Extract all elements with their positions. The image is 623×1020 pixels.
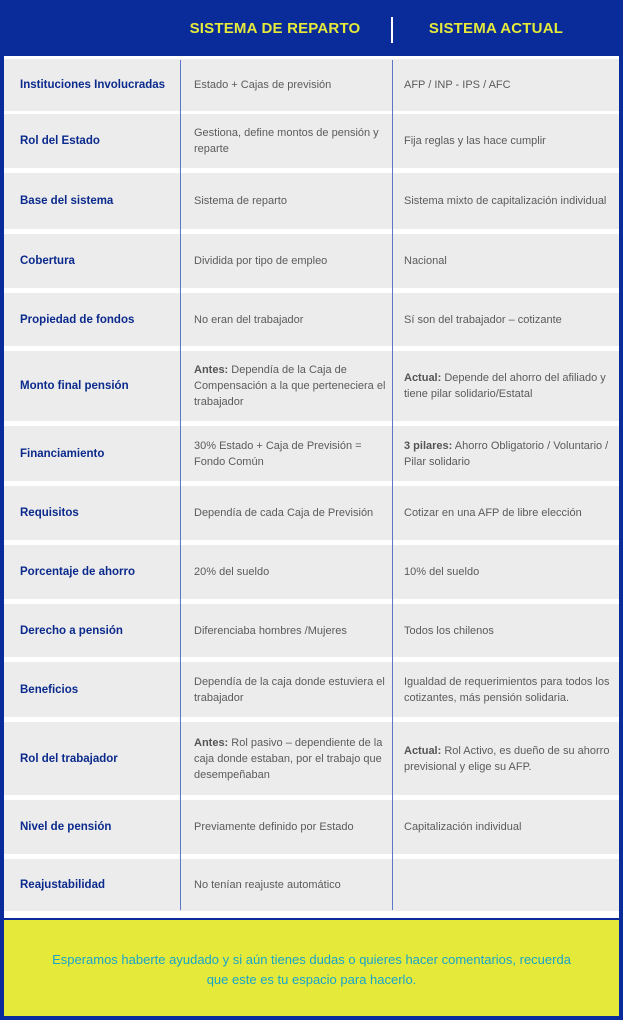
table-header [0, 0, 623, 60]
table-row [4, 234, 619, 288]
cell-reparto: Estado + Cajas de previsión [194, 79, 332, 91]
row-label: Requisitos [20, 507, 79, 519]
cell-actual: Actual: Depende del ahorro del afiliado y tiene pilar solidario/Estatal [404, 372, 606, 400]
cell-reparto: Antes: Dependía de la Caja de Compensación a la que perteneciera el trabajador [194, 364, 386, 408]
row-label: Base del sistema [20, 195, 114, 207]
table-row [4, 486, 619, 540]
comparison-table [4, 56, 619, 918]
table-row [4, 545, 619, 599]
cell-reparto: Sistema de reparto [194, 195, 287, 207]
cell-reparto: No tenían reajuste automático [194, 879, 341, 891]
table-row [4, 859, 619, 911]
cell-actual: AFP / INP - IPS / AFC [404, 79, 511, 91]
header-separator [391, 17, 393, 43]
row-label: Cobertura [20, 255, 75, 267]
row-label: Rol del trabajador [20, 752, 118, 765]
cell-actual: Todos los chilenos [404, 624, 494, 637]
header-reparto: SISTEMA DE REPARTO [189, 20, 361, 37]
cell-reparto: Gestiona, define montos de pensión y reparte [194, 127, 379, 155]
cell-actual: Sistema mixto de capitalización individual [404, 195, 607, 207]
row-label: Propiedad de fondos [20, 313, 135, 326]
cell-actual: Fija reglas y las hace cumplir [404, 135, 546, 147]
table-row [4, 722, 619, 795]
row-label: Monto final pensión [20, 380, 129, 392]
cell-actual: Actual: Rol Activo, es dueño de su ahorro previsional y elige su AFP. [404, 744, 610, 773]
footer-message: Esperamos haberte ayudado y si aún tienes dudas o quieres hacer comentarios, recuerda que este es tu espacio para hacerlo. [52, 952, 571, 987]
table-row [4, 293, 619, 346]
table-row [4, 173, 619, 229]
cell-reparto: 30% Estado + Caja de Previsión = Fondo Común [194, 439, 362, 468]
header-actual: SISTEMA ACTUAL [428, 20, 564, 37]
cell-reparto: Dividida por tipo de empleo [194, 255, 328, 267]
cell-actual: 3 pilares: Ahorro Obligatorio / Voluntario / Pilar solidario [404, 439, 609, 468]
row-label: Instituciones Involucradas [20, 79, 166, 91]
row-label: Derecho a pensión [20, 624, 123, 637]
cell-actual: Sí son del trabajador – cotizante [404, 313, 562, 326]
table-row [4, 426, 619, 481]
cell-reparto: Diferenciaba hombres /Mujeres [194, 624, 347, 637]
cell-actual: Cotizar en una AFP de libre elección [404, 507, 582, 519]
row-label: Beneficios [20, 683, 79, 696]
row-label: Nivel de pensión [20, 821, 112, 833]
cell-reparto: No eran del trabajador [194, 313, 304, 326]
table-row [4, 604, 619, 657]
table-row [4, 114, 619, 168]
row-label: Porcentaje de ahorro [20, 566, 136, 578]
cell-reparto: Antes: Rol pasivo – dependiente de la caja donde estaban, por el trabajo que desempeñaban [194, 736, 383, 781]
cell-reparto: Previamente definido por Estado [194, 821, 354, 833]
cell-actual: Igualdad de requerimientos para todos los cotizantes, más pensión solidaria. [404, 675, 610, 704]
column-divider-1 [180, 60, 181, 910]
cell-reparto: 20% del sueldo [194, 566, 270, 578]
row-label: Rol del Estado [20, 135, 100, 147]
cell-actual: Nacional [404, 255, 447, 267]
footer-banner [4, 920, 619, 1016]
cell-reparto: Dependía de cada Caja de Previsión [194, 507, 374, 519]
cell-actual: 10% del sueldo [404, 566, 480, 578]
cell-actual [404, 859, 614, 911]
table-row [4, 662, 619, 717]
table-row [4, 800, 619, 854]
cell-reparto: Dependía de la caja donde estuviera el trabajador [194, 675, 385, 704]
table-row [4, 59, 619, 111]
cell-actual: Capitalización individual [404, 821, 522, 833]
column-divider-2 [392, 60, 393, 910]
row-label: Financiamiento [20, 447, 105, 460]
table-row [4, 351, 619, 421]
row-label: Reajustabilidad [20, 879, 105, 891]
